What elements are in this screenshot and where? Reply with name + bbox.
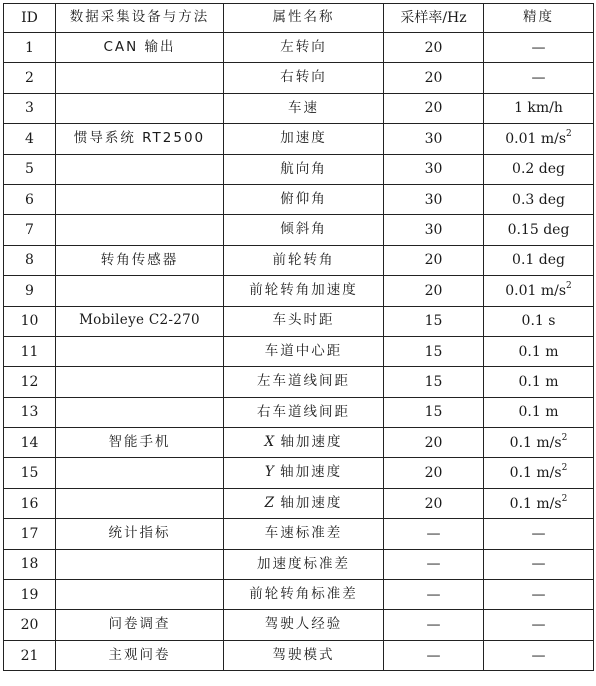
attribute-label: 轴加速度 (280, 494, 343, 511)
cell-precision: 0.1 m (484, 336, 594, 366)
table-body (4, 33, 594, 671)
cell-precision: — (484, 610, 594, 640)
table-row (4, 640, 594, 670)
cell-attribute: 驾驶模式 (224, 640, 384, 670)
cell-device (56, 276, 224, 306)
cell-precision: 0.1 s (484, 306, 594, 336)
cell-rate: 15 (384, 367, 484, 397)
cell-id: 8 (4, 245, 56, 275)
cell-precision: — (484, 63, 594, 93)
cell-device (56, 154, 224, 184)
cell-attribute: 加速度标准差 (224, 549, 384, 579)
table-row (4, 276, 594, 306)
table-row (4, 488, 594, 518)
precision-exponent: 2 (561, 463, 568, 474)
cell-id: 2 (4, 63, 56, 93)
cell-device: 转角传感器 (56, 245, 224, 275)
table-row (4, 336, 594, 366)
cell-rate: 20 (384, 428, 484, 458)
cell-attribute: 左转向 (224, 33, 384, 63)
cell-id: 6 (4, 184, 56, 214)
header-attribute: 属性名称 (224, 4, 384, 33)
cell-precision: 0.1 m (484, 397, 594, 427)
cell-precision: 0.2 deg (484, 154, 594, 184)
cell-device (56, 580, 224, 610)
cell-attribute: 加速度 (224, 124, 384, 154)
header-device: 数据采集设备与方法 (56, 4, 224, 33)
cell-rate: — (384, 549, 484, 579)
cell-precision (484, 124, 594, 154)
cell-rate: 30 (384, 124, 484, 154)
cell-rate: 20 (384, 276, 484, 306)
cell-device: Mobileye C2-270 (56, 306, 224, 336)
cell-rate: 20 (384, 245, 484, 275)
cell-rate: — (384, 519, 484, 549)
cell-attribute: 车头时距 (224, 306, 384, 336)
data-table-container (3, 3, 594, 671)
table-row (4, 93, 594, 123)
table-row (4, 610, 594, 640)
cell-device (56, 215, 224, 245)
precision-value: 0.01 m/s (505, 282, 567, 299)
cell-id: 21 (4, 640, 56, 670)
cell-id: 16 (4, 488, 56, 518)
cell-device (56, 488, 224, 518)
cell-attribute: 车速 (224, 93, 384, 123)
cell-id: 18 (4, 549, 56, 579)
precision-value: 0.01 m/s (505, 130, 567, 147)
cell-rate: 20 (384, 458, 484, 488)
cell-attribute (224, 428, 384, 458)
precision-exponent: 2 (561, 432, 568, 443)
cell-precision: — (484, 640, 594, 670)
cell-id: 7 (4, 215, 56, 245)
axis-label: Z (264, 494, 275, 511)
cell-rate: 30 (384, 184, 484, 214)
table-row (4, 33, 594, 63)
cell-precision (484, 458, 594, 488)
precision-exponent: 2 (566, 128, 572, 139)
cell-id: 10 (4, 306, 56, 336)
cell-id: 19 (4, 580, 56, 610)
cell-device: 主观问卷 (56, 640, 224, 670)
cell-attribute: 车道中心距 (224, 336, 384, 366)
axis-label: Y (264, 464, 274, 481)
table-row (4, 580, 594, 610)
cell-rate: 20 (384, 63, 484, 93)
cell-precision: 0.1 deg (484, 245, 594, 275)
table-row (4, 184, 594, 214)
cell-precision: — (484, 549, 594, 579)
cell-id: 9 (4, 276, 56, 306)
cell-attribute: 车速标准差 (224, 519, 384, 549)
cell-attribute: 驾驶人经验 (224, 610, 384, 640)
table-row (4, 245, 594, 275)
cell-attribute: 航向角 (224, 154, 384, 184)
cell-id: 17 (4, 519, 56, 549)
table-header (4, 4, 594, 33)
cell-attribute: 倾斜角 (224, 215, 384, 245)
precision-exponent: 2 (561, 493, 568, 504)
table-row (4, 367, 594, 397)
cell-device: 智能手机 (56, 428, 224, 458)
cell-attribute: 前轮转角 (224, 245, 384, 275)
precision-value: 0.1 m/s (509, 465, 562, 482)
cell-device (56, 93, 224, 123)
cell-precision: 0.1 m (484, 367, 594, 397)
table-row (4, 519, 594, 549)
cell-device (56, 397, 224, 427)
header-precision: 精度 (484, 4, 594, 33)
cell-attribute: 前轮转角加速度 (224, 276, 384, 306)
cell-attribute (224, 488, 384, 518)
cell-device (56, 336, 224, 366)
cell-rate: 15 (384, 306, 484, 336)
cell-rate: — (384, 640, 484, 670)
cell-rate: 15 (384, 397, 484, 427)
cell-rate: 30 (384, 215, 484, 245)
attribute-label: 轴加速度 (280, 434, 343, 451)
cell-precision: — (484, 33, 594, 63)
cell-id: 15 (4, 458, 56, 488)
header-id: ID (4, 4, 56, 33)
header-row (4, 4, 594, 33)
cell-attribute: 俯仰角 (224, 184, 384, 214)
attribute-label: 轴加速度 (280, 464, 343, 481)
cell-id: 3 (4, 93, 56, 123)
precision-exponent: 2 (566, 280, 572, 291)
header-rate: 采样率/Hz (384, 4, 484, 33)
cell-id: 5 (4, 154, 56, 184)
cell-rate: 30 (384, 154, 484, 184)
cell-rate: 15 (384, 336, 484, 366)
precision-value: 0.1 m/s (509, 434, 562, 451)
cell-device (56, 184, 224, 214)
table-row (4, 154, 594, 184)
cell-rate: — (384, 580, 484, 610)
cell-id: 11 (4, 336, 56, 366)
data-collection-table (3, 3, 594, 671)
table-row (4, 458, 594, 488)
cell-precision: 0.3 deg (484, 184, 594, 214)
precision-value: 0.1 m/s (509, 495, 562, 512)
cell-attribute: 左车道线间距 (224, 367, 384, 397)
cell-precision: — (484, 519, 594, 549)
cell-precision: 1 km/h (484, 93, 594, 123)
cell-precision (484, 428, 594, 458)
cell-precision: 0.15 deg (484, 215, 594, 245)
table-row (4, 124, 594, 154)
cell-rate: 20 (384, 33, 484, 63)
cell-device (56, 63, 224, 93)
cell-attribute: 前轮转角标准差 (224, 580, 384, 610)
cell-precision (484, 488, 594, 518)
cell-device (56, 367, 224, 397)
cell-device: 问卷调查 (56, 610, 224, 640)
cell-id: 20 (4, 610, 56, 640)
cell-id: 14 (4, 428, 56, 458)
table-row (4, 63, 594, 93)
cell-id: 12 (4, 367, 56, 397)
axis-label: X (264, 434, 275, 451)
cell-attribute: 右车道线间距 (224, 397, 384, 427)
cell-rate: 20 (384, 488, 484, 518)
cell-id: 1 (4, 33, 56, 63)
cell-attribute: 右转向 (224, 63, 384, 93)
cell-device: 统计指标 (56, 519, 224, 549)
table-row (4, 397, 594, 427)
cell-device: 惯导系统 RT2500 (56, 124, 224, 154)
cell-id: 13 (4, 397, 56, 427)
table-row (4, 215, 594, 245)
cell-precision: — (484, 580, 594, 610)
cell-id: 4 (4, 124, 56, 154)
table-row (4, 306, 594, 336)
cell-precision (484, 276, 594, 306)
table-row (4, 428, 594, 458)
table-row (4, 549, 594, 579)
cell-device (56, 458, 224, 488)
cell-device: CAN 输出 (56, 33, 224, 63)
cell-rate: 20 (384, 93, 484, 123)
cell-rate: — (384, 610, 484, 640)
cell-attribute (224, 458, 384, 488)
cell-device (56, 549, 224, 579)
